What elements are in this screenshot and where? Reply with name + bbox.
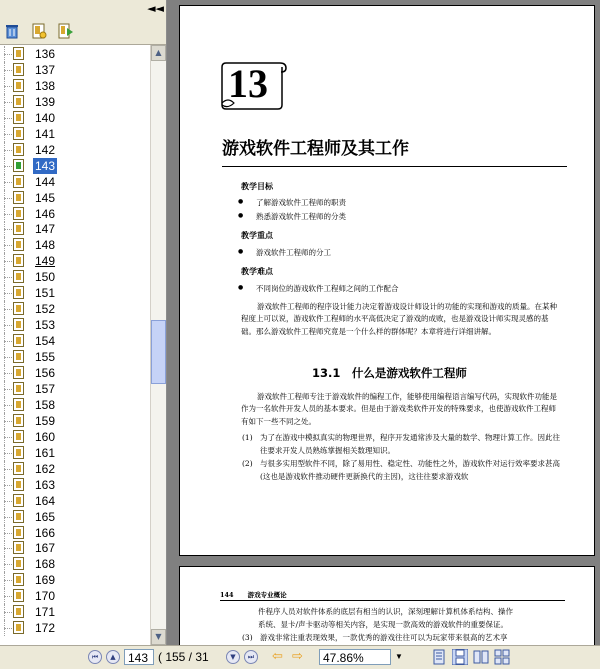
bookmark-page-icon [13,318,24,331]
bookmark-label: 140 [35,110,56,125]
bookmark-page-icon [13,430,24,443]
bookmark-label: 168 [35,557,56,572]
page-number-input[interactable]: 143 [124,649,154,665]
bookmark-item[interactable] [0,190,150,206]
bookmark-page-icon [13,286,24,299]
scroll-thumb[interactable] [151,320,166,384]
bookmark-label: 170 [35,589,56,604]
bookmark-page-icon [13,414,24,427]
bookmark-page-icon [13,382,24,395]
bookmark-item[interactable] [0,94,150,110]
bookmark-item[interactable] [0,206,150,222]
bookmark-item[interactable] [0,525,150,541]
bookmark-item[interactable] [0,317,150,333]
bookmark-label: 154 [35,334,56,349]
continuous-facing-view-icon[interactable] [494,649,510,665]
bookmark-item[interactable] [0,381,150,397]
bookmark-label: 137 [35,62,56,77]
zoom-input[interactable]: 47.86% [319,649,391,665]
bookmark-item[interactable] [0,620,150,636]
bookmark-page-icon [13,79,24,92]
bookmark-item[interactable] [0,572,150,588]
bookmark-label: 151 [35,286,56,301]
bookmark-item[interactable] [0,110,150,126]
bookmark-item[interactable] [0,509,150,525]
bookmark-item[interactable] [0,413,150,429]
continued-text: 系统、显卡/声卡驱动等相关内容，是实现一款高效的游戏软件的重要保证。 [258,620,509,629]
navigation-bar [0,645,600,669]
bookmark-label: 160 [35,429,56,444]
bookmark-item[interactable] [0,253,150,269]
bookmark-tree [0,45,150,645]
bookmark-item[interactable] [0,540,150,556]
bookmark-label: 159 [35,413,56,428]
bookmark-label: 141 [35,126,56,141]
running-header: 144 游戏专业概论 [220,591,287,599]
bookmark-label: 171 [35,605,56,620]
section-title: 13.1 什么是游戏软件工程师 [312,366,467,380]
bookmark-label: 152 [35,302,56,317]
bookmark-item[interactable] [0,349,150,365]
bookmark-label: 169 [35,573,56,588]
bookmark-page-icon [13,302,24,315]
bookmark-page-icon [13,621,24,634]
bookmark-page-icon [13,334,24,347]
bookmark-page-icon [13,47,24,60]
bookmark-page-icon [13,541,24,554]
bookmark-label: 158 [35,397,56,412]
bookmark-label: 150 [35,270,56,285]
previous-page-button[interactable]: ▲ [106,650,120,664]
difficulty-heading: 教学难点 [241,267,273,276]
bookmark-page-icon [13,478,24,491]
bookmark-page-icon [13,159,24,172]
bookmark-label: 145 [35,190,56,205]
bookmark-label: 165 [35,509,56,524]
bookmark-item[interactable] [0,461,150,477]
bookmark-scrollbar[interactable] [150,45,166,645]
bookmarks-panel [0,0,167,645]
collapse-panel-button[interactable]: ◄◄ [147,2,164,15]
bookmark-page-icon [13,350,24,363]
bookmark-label: 142 [35,142,56,157]
section-paragraph: 游戏软件工程师专注于游戏软件的编程工作，能够使用编程语言编写代码，实现软件功能是作为一名软件开发人员的基本要求。但是由于游戏类软件开发的特殊要求，也使游戏软件工程师有如下一些不同之处。 [241,392,557,426]
bookmarks-toolbar [0,18,166,45]
bookmark-page-icon [13,175,24,188]
bookmark-page-icon [13,557,24,570]
expand-bookmark-icon[interactable] [56,22,74,40]
go-back-icon[interactable]: ⇦ [272,649,283,664]
bookmark-item[interactable] [0,556,150,572]
bookmark-item[interactable] [0,46,150,62]
bookmark-label: 149 [35,254,56,269]
panel-header [0,0,166,18]
bookmark-page-icon [13,270,24,283]
bookmark-item[interactable] [0,174,150,190]
header-rule [220,600,565,601]
bookmark-page-icon [13,510,24,523]
bookmark-page-icon [13,127,24,140]
bookmark-label: 143 [35,158,56,173]
chapter-title: 游戏软件工程师及其工作 [222,139,409,159]
continued-text: 件程序人员对软件体系的底层有相当的认识，深刻理解计算机体系结构、操作 [258,607,513,616]
bookmark-label: 172 [35,621,56,636]
bookmark-item[interactable] [0,126,150,142]
bookmark-label: 146 [35,206,56,221]
bookmark-page-icon [13,238,24,251]
bookmark-page-icon [13,605,24,618]
bookmark-label: 163 [35,477,56,492]
bookmark-label: 156 [35,366,56,380]
bookmark-label: 138 [35,78,56,93]
bookmark-item[interactable] [0,285,150,301]
bookmark-item[interactable] [0,429,150,445]
bookmark-page-icon [13,254,24,267]
bookmark-page-icon [13,111,24,124]
document-page: 144 游戏专业概论 件程序人员对软件体系的底层有相当的认识，深刻理解计算机体系结构、操作 系统、显卡/声卡驱动等相关内容，是实现一款高效的游戏软件的重要保证。 (3) 游戏非常注重表现效果，一款优秀的游戏往往可以为玩家带来很高的艺术享 [179,566,595,645]
scroll-down-button[interactable]: ▼ [151,629,166,645]
bookmark-label: 166 [35,525,56,540]
bookmark-label: 148 [35,238,56,253]
bookmark-item[interactable] [0,301,150,317]
focus-heading: 教学重点 [241,231,273,240]
bookmark-label: 164 [35,493,56,508]
bookmark-item[interactable] [0,142,150,158]
facing-view-icon[interactable] [473,649,489,665]
bookmark-page-icon [13,63,24,76]
bookmark-item[interactable] [0,221,150,237]
objectives-heading: 教学目标 [241,182,273,191]
bookmark-page-icon [13,526,24,539]
last-page-button[interactable]: ⏭ [244,650,258,664]
go-forward-icon[interactable]: ⇨ [292,649,303,664]
bookmark-item[interactable] [0,397,150,413]
bookmark-label: 157 [35,381,56,396]
bookmark-page-icon [13,573,24,586]
first-page-button[interactable]: ⏮ [88,650,102,664]
bookmark-label: 161 [35,445,56,460]
bookmark-page-icon [13,462,24,475]
bookmark-item[interactable] [0,237,150,253]
title-rule [222,166,567,167]
new-bookmark-icon[interactable] [30,22,48,40]
bookmark-label: 147 [35,222,56,237]
bookmark-item[interactable] [0,333,150,349]
chapter-number: 13 [228,61,268,106]
trash-icon[interactable] [3,22,21,40]
bookmark-page-icon [13,143,24,156]
document-view[interactable] [167,0,600,645]
bookmark-label: 162 [35,461,56,476]
scroll-up-button[interactable]: ▲ [151,45,166,61]
continuous-view-icon[interactable] [452,649,468,665]
bookmark-label: 139 [35,94,56,109]
bookmark-page-icon [13,222,24,235]
zoom-dropdown-icon[interactable]: ▼ [395,652,403,661]
intro-paragraph: 游戏软件工程师的程序设计能力决定着游戏设计师设计的功能的实现和游戏的质量。在某种程度上可以说，游戏软件工程师的水平高低决定了游戏的成败，也是游戏设计师实现灵感的基础。那么游戏软件工程师究竟是一个什么样的群体呢？本章将进行详细讲解。 [241,302,557,336]
bookmark-item[interactable] [0,62,150,78]
bookmark-page-icon [13,589,24,602]
bookmark-label: 155 [35,350,56,365]
bookmark-item[interactable] [0,445,150,461]
bookmark-page-icon [13,446,24,459]
bookmark-page-icon [13,366,24,379]
bookmark-page-icon [13,494,24,507]
bookmark-label: 136 [35,47,56,61]
bookmark-page-icon [13,95,24,108]
bookmark-item[interactable] [0,158,150,174]
bookmark-page-icon [13,398,24,411]
bookmark-item[interactable] [0,365,150,381]
next-page-button[interactable]: ▼ [226,650,240,664]
bookmark-item[interactable] [0,588,150,604]
bookmark-label: 153 [35,318,56,333]
bookmark-label: 167 [35,541,56,556]
bookmark-item[interactable] [0,604,150,620]
bookmark-page-icon [13,207,24,220]
bookmark-page-icon [13,191,24,204]
document-page: 13 游戏软件工程师及其工作 教学目标 了解游戏软件工程师的职责 熟悉游戏软件工程师的分类 教学重点 游戏软件工程师的分工 教学难点 不同岗位的游戏软件工程师之间的工作配合 游戏软件工程师的程序设计能力决定着游戏设计师设计的功能的实现和游戏的质量。在某种程度上可以说，游戏软件工程师的水平高低决定了游戏的成败，也是游戏设计师实现灵感的基础。那么游戏软件工程师究竟是一个什么样的群体呢？本章将进行详细讲解。 13.1 什么是游戏软件工程师 游戏软件工程师专注于游戏软件的编程工作，能够使用编程语言编写代码，实现软件功能是作为一名软件开发人员的基本要求。但是由于游戏类软件开发的特殊要求，也使游戏软件工程师有如下一些不同之处。 (1) 为了在游戏中模拟真实的物理世界，程序开发通常涉及大量的数学、物理计算工作。因此往往要求开发人员熟练掌握相关数理知识。 (2) 与很多实用型软件不同，除了易用性、稳定性、功能性之外，游戏软件对运行效率要求甚高(这也是游戏软件推动硬件更新换代的主因)，这往往要求游戏软 [179,5,595,556]
bookmark-item[interactable] [0,477,150,493]
bookmark-item[interactable] [0,78,150,94]
bookmark-item[interactable] [0,269,150,285]
page-count: ( 155 / 31 [158,650,209,664]
bookmark-label: 144 [35,174,56,189]
single-page-view-icon[interactable] [431,649,447,665]
bookmark-item[interactable] [0,493,150,509]
